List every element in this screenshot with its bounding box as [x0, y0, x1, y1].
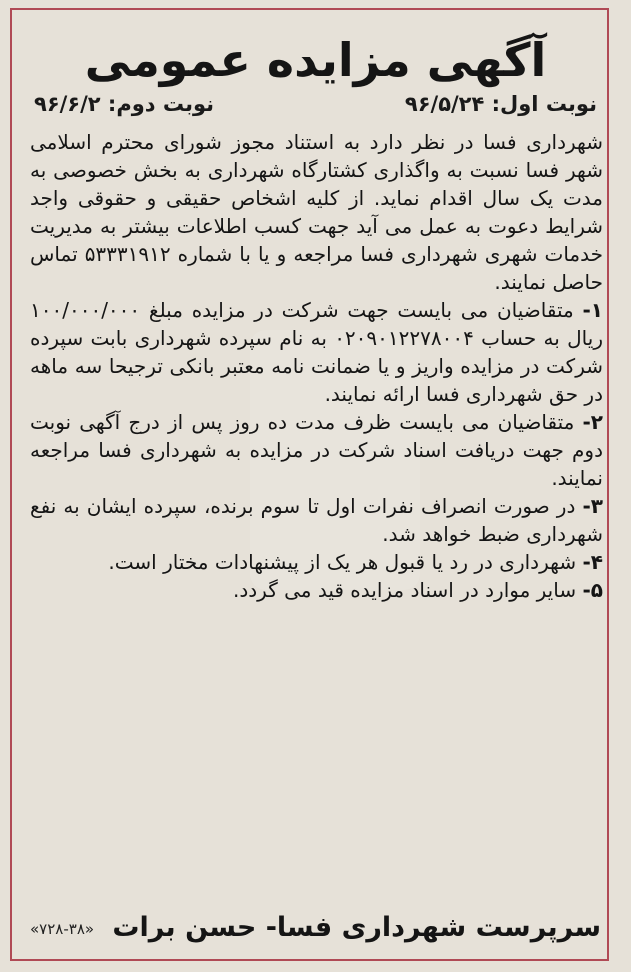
- intro-paragraph: شهرداری فسا در نظر دارد به استناد مجوز شورای محترم اسلامی شهر فسا نسبت به واگذاری کشتارگاه شهرداری به بخش خصوصی به مدت یک سال اقدام نماید. از کلیه اشخاص حقیقی و حقوقی واجد شرایط دعوت به عمل می آید جهت کسب اطلاعات بیشتر به مدیریت خدمات شهری شهرداری فسا مراجعه و یا با شماره ۵۳۳۳۱۹۱۲ تماس حاصل نمایند.: [30, 130, 604, 294]
- condition-item-4: [30, 548, 603, 576]
- condition-item-1: [30, 296, 603, 408]
- item-text: سایر موارد در اسناد مزایده قید می گردد.: [233, 578, 577, 602]
- condition-item-3: [30, 492, 603, 548]
- item-number: ۲-: [582, 410, 604, 434]
- item-number: ۵-: [582, 578, 603, 602]
- item-number: ۴-: [582, 550, 603, 574]
- condition-item-5: [30, 576, 603, 604]
- item-number: ۳-: [582, 494, 604, 518]
- first-round-date: نوبت اول: ۹۶/۵/۲۴: [404, 92, 597, 116]
- notice-body: [30, 128, 603, 604]
- second-round-date: نوبت دوم: ۹۶/۶/۲: [34, 92, 215, 116]
- condition-item-2: [30, 408, 603, 492]
- ad-code: «۷۲۸-۳۸»: [30, 920, 95, 938]
- item-text: متقاضیان می بایست ظرف مدت ده روز پس از درج آگهی نوبت دوم جهت دریافت اسناد شرکت در مزایده به شهرداری فسا مراجعه نمایند.: [30, 410, 603, 490]
- item-text: شهرداری در رد یا قبول هر یک از پیشنهادات مختار است.: [108, 550, 577, 574]
- item-text: متقاضیان می بایست جهت شرکت در مزایده مبلغ ۱۰۰/۰۰۰/۰۰۰ ریال به حساب ۰۲۰۹۰۱۲۲۷۸۰۰۴ به نام سپرده شهرداری بابت سپرده شرکت در مزایده واریز و یا ضمانت نامه معتبر بانکی ترجیحا سه ماهه در حق شهرداری فسا ارائه نمایند.: [30, 298, 603, 406]
- signature-line: سرپرست شهرداری فسا- حسن برات: [112, 912, 601, 943]
- publication-dates: [34, 88, 597, 120]
- item-number: ۱-: [582, 298, 603, 322]
- item-text: در صورت انصراف نفرات اول تا سوم برنده، سپرده ایشان به نفع شهرداری ضبط خواهد شد.: [30, 494, 603, 546]
- notice-title: آگهی مزایده عمومی: [84, 33, 547, 87]
